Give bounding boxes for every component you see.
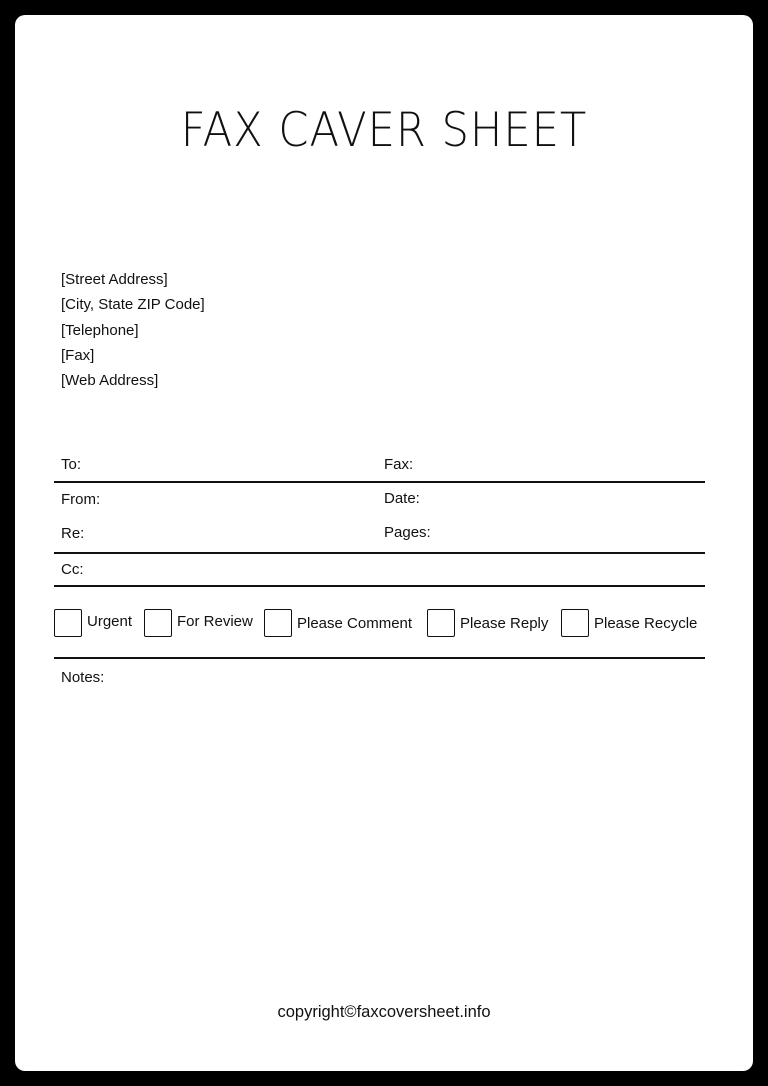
please-recycle-label: Please Recycle: [594, 615, 698, 632]
please-recycle-checkbox[interactable]: [561, 609, 589, 637]
cc-field-label[interactable]: Cc:: [61, 561, 84, 578]
notes-field-label[interactable]: Notes:: [61, 669, 105, 686]
divider-line: [54, 585, 705, 587]
to-field-label[interactable]: To:: [61, 456, 82, 473]
page-title: FAX CAVER SHEET: [180, 103, 588, 158]
sender-address-block: [61, 267, 205, 393]
please-comment-label: Please Comment: [297, 615, 413, 632]
divider-line: [54, 481, 705, 483]
pages-field-label[interactable]: Pages:: [384, 524, 431, 541]
urgent-checkbox[interactable]: [54, 609, 82, 637]
street-address[interactable]: [Street Address]: [61, 271, 168, 288]
telephone[interactable]: [Telephone]: [61, 321, 139, 339]
divider-line: [54, 552, 705, 554]
for-review-checkbox[interactable]: [144, 609, 172, 637]
date-field-label[interactable]: Date:: [384, 490, 420, 507]
copyright-footer: copyright©faxcoversheet.info: [277, 1003, 491, 1021]
for-review-label: For Review: [177, 613, 253, 630]
web-address[interactable]: [Web Address]: [61, 372, 159, 390]
from-field-label[interactable]: From:: [61, 491, 101, 508]
fax-number[interactable]: [Fax]: [61, 346, 95, 364]
fax-cover-sheet: [15, 15, 753, 1071]
please-reply-label: Please Reply: [460, 615, 549, 632]
divider-line: [54, 657, 705, 659]
city-state-zip[interactable]: [City, State ZIP Code]: [61, 296, 205, 314]
re-field-label[interactable]: Re:: [61, 525, 85, 542]
please-reply-checkbox[interactable]: [427, 609, 455, 637]
fax-field-label[interactable]: Fax:: [384, 456, 414, 473]
urgent-label: Urgent: [87, 613, 133, 630]
please-comment-checkbox[interactable]: [264, 609, 292, 637]
